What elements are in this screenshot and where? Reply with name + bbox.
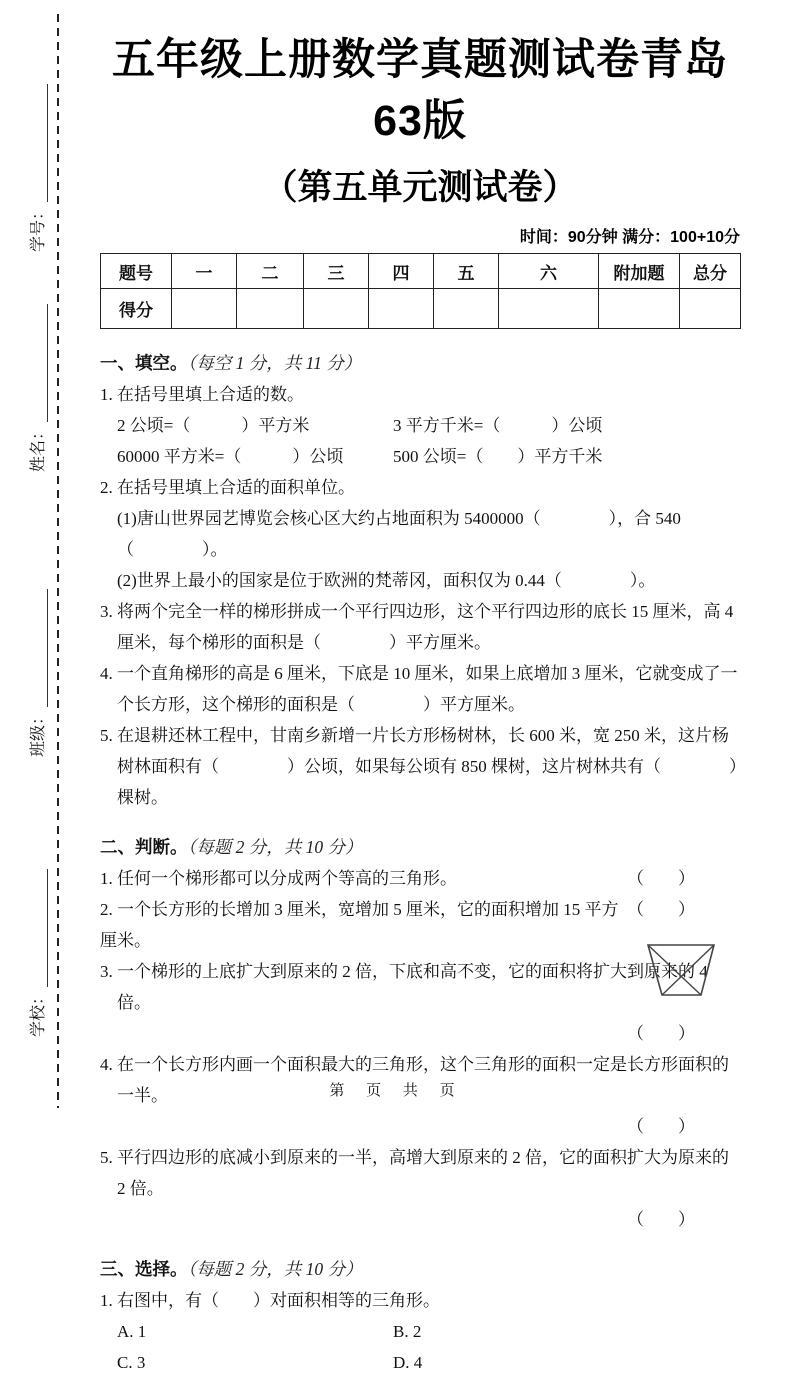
answer-bracket: （ ） — [627, 1210, 695, 1229]
paper-title: 五年级上册数学真题测试卷青岛63版 — [112, 36, 728, 145]
class-field — [26, 589, 48, 757]
score-empty-cell — [369, 289, 434, 329]
fill-in-q1-row-2 — [100, 441, 740, 472]
section-fill-in-note: （每空 1 分，共 11 分） — [187, 353, 362, 373]
conversion-blank: 60000 平方米=（ ）公顷 — [117, 447, 344, 466]
student-name-label: 姓名： — [30, 423, 47, 472]
seal-dashed-divider — [57, 14, 59, 1108]
student-name-field — [26, 304, 48, 472]
paper-body — [100, 0, 740, 1378]
section-choice-heading — [100, 1254, 740, 1285]
score-empty-cell — [304, 289, 369, 329]
score-table-cell: 四 — [369, 254, 434, 289]
score-table-cell: 一 — [172, 254, 237, 289]
score-empty-cell — [680, 289, 741, 329]
class-label: 班级： — [30, 708, 47, 757]
judge-question-3: 3. 一个梯形的上底扩大到原来的 2 倍，下底和高不变，它的面积将扩大到原来的 4 倍。 — [100, 962, 708, 1012]
score-label-cell: 得分 — [101, 289, 172, 329]
judge-question-4: 4. 在一个长方形内画一个面积最大的三角形，这个三角形的面积一定是长方形面积的一半。 — [100, 1055, 729, 1105]
conversion-blank: 3 平方千米=（ ）公顷 — [393, 416, 603, 435]
section-judge-title: 二、判断。 — [100, 837, 188, 857]
fill-in-question-3: 3. 将两个完全一样的梯形拼成一个平行四边形，这个平行四边形的底长 15 厘米，高 4 厘米，每个梯形的面积是（ ）平方厘米。 — [100, 602, 734, 652]
score-table-cell: 五 — [434, 254, 499, 289]
section-fill-in-title: 一、填空。 — [100, 353, 188, 373]
fill-in-q2-sub-1: (1)唐山世界园艺博览会核心区大约占地面积为 5400000（ ），合 540（ ）。 — [117, 509, 681, 559]
student-id-blank-line — [34, 84, 48, 202]
judge-question-5: 5. 平行四边形的底减小到原来的一半，高增大到原来的 2 倍，它的面积扩大为原来的 2 倍。 — [100, 1148, 729, 1198]
fill-in-question-1: 1. 在括号里填上合适的数。 — [100, 385, 304, 404]
score-table-cell: 三 — [304, 254, 369, 289]
student-id-label: 学号： — [30, 203, 47, 252]
score-table-score-row — [101, 289, 741, 329]
fill-in-question-5: 5. 在退耕还林工程中，甘南乡新增一片长方形杨树林，长 600 米，宽 250 米，这片杨树林面积有（ ）公顷，如果每公顷有 850 棵树，这片树林共有（ ）棵树。 — [100, 726, 738, 807]
score-empty-cell — [434, 289, 499, 329]
page-footer: 第 页 共 页 — [329, 1083, 464, 1099]
student-id-field — [26, 84, 48, 252]
paper-subtitle: （第五单元测试卷） — [262, 168, 578, 207]
score-table-cell: 题号 — [101, 254, 172, 289]
section-choice-note: （每题 2 分，共 10 分） — [187, 1259, 363, 1279]
option-b: B. 2 — [393, 1322, 422, 1341]
judge-question-1 — [100, 863, 740, 894]
option-d: D. 4 — [393, 1353, 423, 1372]
score-empty-cell — [172, 289, 237, 329]
fill-in-question-2: 2. 在括号里填上合适的面积单位。 — [100, 478, 355, 497]
school-blank-line — [34, 869, 48, 987]
score-empty-cell — [237, 289, 304, 329]
school-label: 学校： — [30, 988, 47, 1037]
section-fill-in-heading — [100, 348, 740, 379]
choice-q1-options-row-2 — [100, 1347, 740, 1378]
class-blank-line — [34, 589, 48, 707]
conversion-blank: 500 公顷=（ ）平方千米 — [393, 447, 603, 466]
score-empty-cell — [599, 289, 680, 329]
score-table-cell: 附加题 — [599, 254, 680, 289]
answer-bracket: （ ） — [627, 869, 695, 888]
conversion-blank: 2 公顷=（ ）平方米 — [117, 416, 310, 435]
score-table-cell: 六 — [499, 254, 599, 289]
score-table-header-row — [101, 254, 741, 289]
section-judge-note: （每题 2 分，共 10 分） — [187, 837, 363, 857]
answer-bracket: （ ） — [627, 1117, 695, 1136]
judge-q1-text: 1. 任何一个梯形都可以分成两个等高的三角形。 — [100, 869, 457, 888]
answer-bracket: （ ） — [627, 1024, 695, 1043]
school-field — [26, 869, 48, 1037]
trapezoid-figure — [644, 940, 720, 1007]
choice-question-1: 1. 右图中，有（ ）对面积相等的三角形。 — [100, 1291, 440, 1310]
student-name-blank-line — [34, 304, 48, 422]
choice-q1-options-row-1 — [100, 1316, 740, 1347]
option-a: A. 1 — [117, 1322, 147, 1341]
time-score-info: 时间：90分钟 满分：100+10分 — [519, 229, 740, 246]
judge-q2-text: 2. 一个长方形的长增加 3 厘米，宽增加 5 厘米，它的面积增加 15 平方厘米。 — [100, 900, 619, 950]
section-judge-heading — [100, 832, 740, 863]
fill-in-question-4: 4. 一个直角梯形的高是 6 厘米，下底是 10 厘米，如果上底增加 3 厘米，它就变成了一个长方形，这个梯形的面积是（ ）平方厘米。 — [100, 664, 738, 714]
score-table-cell: 总分 — [680, 254, 741, 289]
score-table — [100, 253, 741, 329]
fill-in-q2-sub-2: (2)世界上最小的国家是位于欧洲的梵蒂冈，面积仅为 0.44（ ）。 — [117, 571, 656, 590]
score-empty-cell — [499, 289, 599, 329]
section-choice-title: 三、选择。 — [100, 1259, 188, 1279]
score-table-cell: 二 — [237, 254, 304, 289]
answer-bracket: （ ） — [627, 900, 695, 919]
option-c: C. 3 — [117, 1353, 146, 1372]
fill-in-q1-row-1 — [100, 410, 740, 441]
